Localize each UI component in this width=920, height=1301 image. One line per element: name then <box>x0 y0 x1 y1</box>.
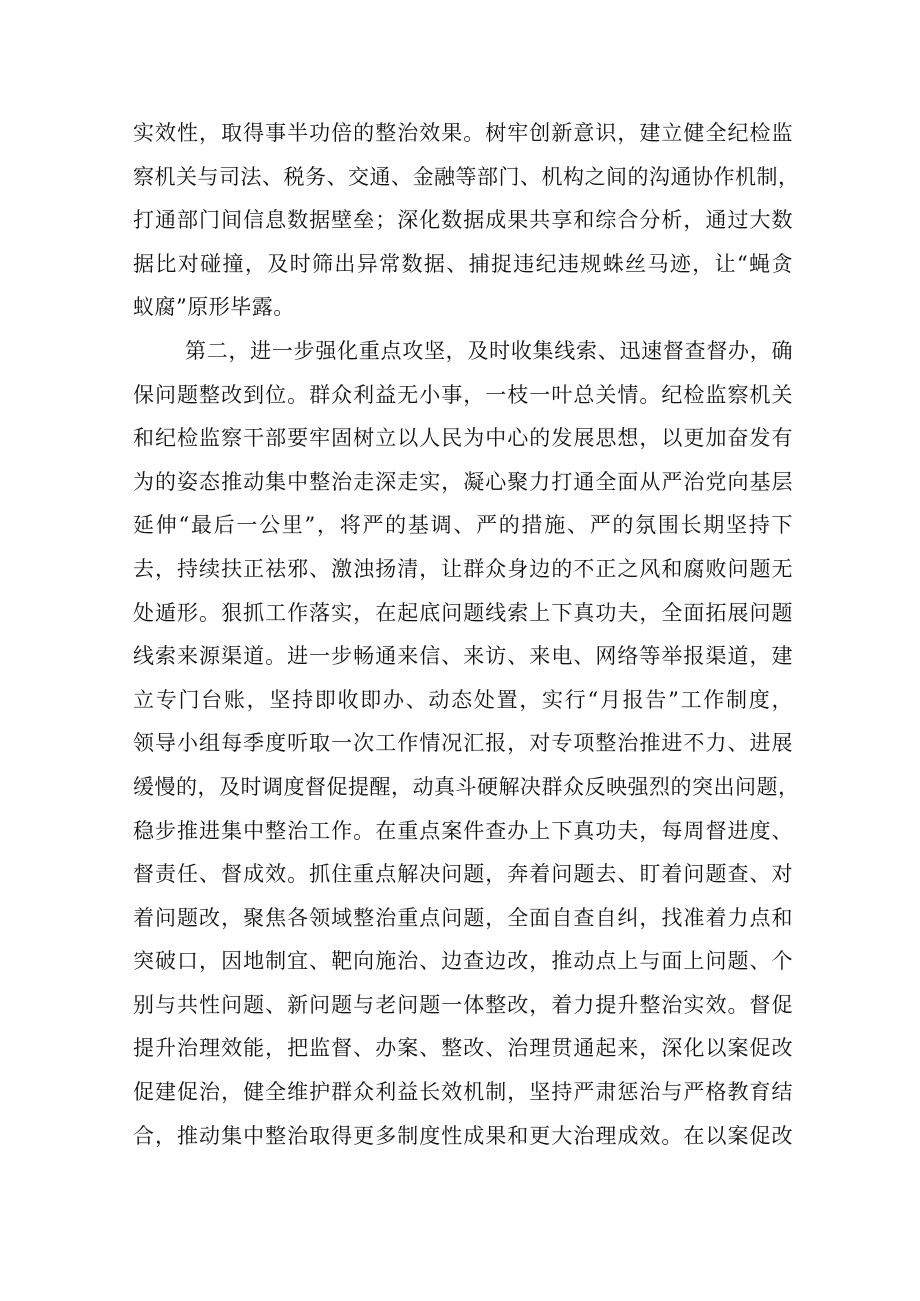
paragraph-line: 提升治理效能，把监督、办案、整改、治理贯通起来，深化以案促改 <box>133 1036 793 1061</box>
paragraph-line: 打通部门间信息数据壁垒；深化数据成果共享和综合分析，通过大数 <box>133 208 793 233</box>
document-body <box>133 112 800 1158</box>
paragraph-line: 领导小组每季度听取一次工作情况汇报，对专项整治推进不力、进展 <box>133 731 793 756</box>
paragraph-line: 延伸“最后一公里”，将严的基调、严的措施、严的氛围长期坚持下 <box>133 513 793 538</box>
paragraph-line: 保问题整改到位。群众利益无小事，一枝一叶总关情。纪检监察机关 <box>133 382 793 407</box>
paragraph-line: 合，推动集中整治取得更多制度性成果和更大治理成效。在以案促改 <box>133 1123 793 1148</box>
paragraph-line: 实效性，取得事半功倍的整治效果。树牢创新意识，建立健全纪检监 <box>133 121 793 145</box>
paragraph-line: 线索来源渠道。进一步畅通来信、来访、来电、网络等举报渠道，建 <box>133 644 793 669</box>
paragraph-line: 促建促治，健全维护群众利益长效机制，坚持严肃惩治与严格教育结 <box>133 1080 793 1105</box>
paragraph-line: 督责任、督成效。抓住重点解决问题，奔着问题去、盯着问题查、对 <box>133 862 793 887</box>
paragraph-line: 为的姿态推动集中整治走深走实，凝心聚力打通全面从严治党向基层 <box>133 469 793 494</box>
paragraph-line: 缓慢的，及时调度督促提醒，动真斗硬解决群众反映强烈的突出问题， <box>133 774 800 799</box>
paragraph-line: 和纪检监察干部要牢固树立以人民为中心的发展思想，以更加奋发有 <box>133 426 793 451</box>
paragraph-line: 立专门台账，坚持即收即办、动态处置，实行“月报告”工作制度， <box>133 687 793 712</box>
paragraph-line: 蚁腐”原形毕露。 <box>133 295 295 320</box>
paragraph-line: 别与共性问题、新问题与老问题一体整改，着力提升整治实效。督促 <box>133 992 793 1017</box>
paragraph-line: 稳步推进集中整治工作。在重点案件查办上下真功夫，每周督进度、 <box>133 818 793 843</box>
paragraph-2 <box>133 330 800 1158</box>
paragraph-1 <box>133 112 800 330</box>
paragraph-line: 察机关与司法、税务、交通、金融等部门、机构之间的沟通协作机制， <box>133 164 800 189</box>
paragraph-line: 着问题改，聚焦各领域整治重点问题，全面自查自纠，找准着力点和 <box>133 905 793 930</box>
paragraph-line: 突破口，因地制宜、靶向施治、边查边改，推动点上与面上问题、个 <box>133 949 793 974</box>
paragraph-line: 第二，进一步强化重点攻坚，及时收集线索、迅速督查督办，确 <box>185 338 793 363</box>
paragraph-line: 据比对碰撞，及时筛出异常数据、捕捉违纪违规蛛丝马迹，让“蝇贪 <box>133 251 793 276</box>
paragraph-line: 去，持续扶正祛邪、激浊扬清，让群众身边的不正之风和腐败问题无 <box>133 556 793 581</box>
paragraph-line: 处遁形。狠抓工作落实，在起底问题线索上下真功夫，全面拓展问题 <box>133 600 793 625</box>
